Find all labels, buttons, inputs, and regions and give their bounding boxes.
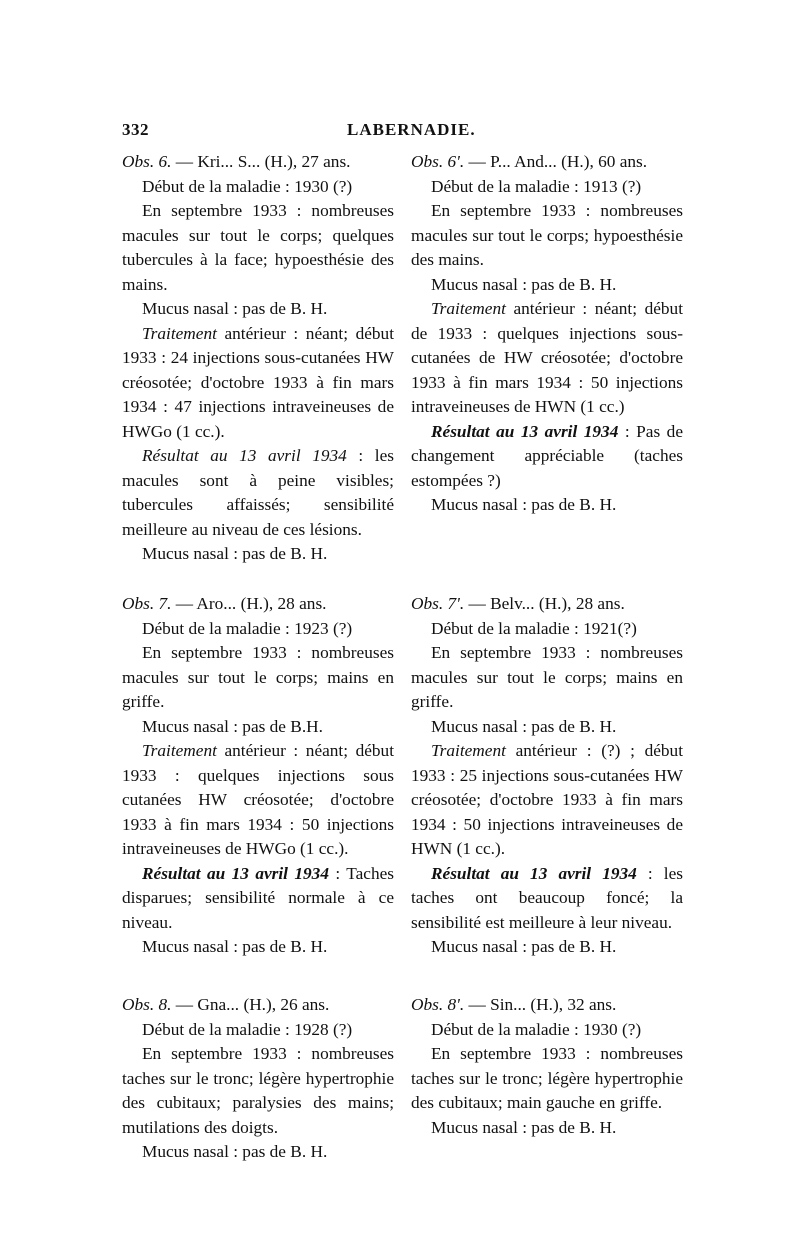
- observation-8-prime: [411, 993, 683, 1140]
- result-text: : les taches ont beaucoup foncé; la sensibilité est meilleure à leur niveau.: [411, 863, 684, 932]
- result-label: Résultat au 13 avril 1934: [142, 863, 329, 883]
- obs-label: Obs. 8'.: [411, 995, 465, 1014]
- obs-heading: — Kri... S... (H.), 27 ans.: [171, 152, 351, 171]
- treatment-label: Traitement: [431, 741, 506, 760]
- treatment-text: antérieur : néant; début 1933 : quelques injections sous cutanées HW créosotée; d'octobre 1933 à fin mars 1934 : 50 injections intraveineuses de HWGo (1 cc.).: [122, 741, 394, 858]
- treatment-text: antérieur : néant; début 1933 : 24 injections sous-cutanées HW créosotée; d'octobre 1933 à fin mars 1934 : 47 injections intraveineuses de HWGo (1 cc.).: [122, 323, 394, 441]
- treatment-label: Traitement: [142, 741, 217, 760]
- result-label: Résultat au 13 avril 1934: [431, 421, 619, 441]
- observation-6: [122, 150, 394, 567]
- obs-findings: En septembre 1933 : nombreuses macules sur tout le corps; mains en griffe.: [411, 643, 683, 711]
- observation-8: [122, 993, 394, 1165]
- obs-mucus: Mucus nasal : pas de B.H.: [142, 716, 323, 736]
- treatment-text: antérieur : (?) ; début 1933 : 25 injections sous-cutanées HW créosotée; d'octobre 1933 à fin mars 1934 : 50 injections intraveineuses de HWN (1 cc.).: [411, 741, 683, 858]
- obs-onset: Début de la maladie : 1930 (?): [431, 1019, 642, 1039]
- obs-mucus-after: Mucus nasal : pas de B. H.: [431, 495, 617, 514]
- obs-label: Obs. 6.: [122, 152, 172, 171]
- treatment-label: Traitement: [431, 299, 506, 318]
- result-text: : Pas de changement appréciable (taches estompées ?): [411, 421, 683, 490]
- obs-onset: Début de la maladie : 1913 (?): [431, 176, 642, 196]
- obs-findings: En septembre 1933 : nombreuses macules sur tout le corps; hypoesthésie des mains.: [411, 201, 683, 269]
- obs-heading: — Aro... (H.), 28 ans.: [171, 594, 327, 613]
- observation-7: [122, 592, 394, 960]
- obs-heading: — Belv... (H.), 28 ans.: [464, 594, 625, 613]
- obs-onset: Début de la maladie : 1928 (?): [142, 1019, 353, 1039]
- obs-mucus: Mucus nasal : pas de B. H.: [142, 1142, 328, 1161]
- obs-findings: En septembre 1933 : nombreuses taches sur le tronc; légère hypertrophie des cubitaux; paralysies des mains; mutilations des doigts.: [122, 1044, 394, 1137]
- obs-heading: — P... And... (H.), 60 ans.: [464, 152, 648, 171]
- observation-6-prime: [411, 150, 683, 518]
- obs-mucus: Mucus nasal : pas de B. H.: [431, 1117, 617, 1137]
- result-label: Résultat au 13 avril 1934: [142, 446, 347, 465]
- obs-mucus: Mucus nasal : pas de B. H.: [142, 299, 328, 318]
- obs-onset: Début de la maladie : 1930 (?): [142, 176, 353, 196]
- page-header: [122, 114, 682, 144]
- obs-mucus: Mucus nasal : pas de B. H.: [431, 274, 617, 294]
- obs-mucus-after: Mucus nasal : pas de B. H.: [142, 937, 328, 956]
- obs-heading: — Gna... (H.), 26 ans.: [171, 995, 330, 1014]
- obs-heading: — Sin... (H.), 32 ans.: [464, 995, 617, 1014]
- treatment-text: antérieur : néant; début de 1933 : quelques injections sous-cutanées de HW créosotée; d'octobre 1933 à fin mars 1934 : 50 injections intraveineuses de HWN (1 cc.): [411, 299, 683, 416]
- obs-findings: En septembre 1933 : nombreuses macules sur tout le corps; mains en griffe.: [122, 643, 394, 711]
- obs-findings: En septembre 1933 : nombreuses macules sur tout le corps; quelques tubercules à la face; hypoesthésie des mains.: [122, 201, 394, 294]
- obs-label: Obs. 6'.: [411, 152, 465, 171]
- obs-onset: Début de la maladie : 1921(?): [431, 618, 637, 638]
- result-text: : Taches disparues; sensibilité normale à ce niveau.: [122, 863, 395, 932]
- obs-mucus-after: Mucus nasal : pas de B. H.: [142, 544, 328, 563]
- obs-label: Obs. 8.: [122, 995, 172, 1014]
- result-label: Résultat au 13 avril 1934: [431, 863, 637, 883]
- result-text: : les macules sont à peine visibles; tubercules affaissés; sensibilité meilleure au niveau de ces lésions.: [122, 446, 394, 539]
- obs-mucus-after: Mucus nasal : pas de B. H.: [431, 937, 617, 956]
- observation-7-prime: [411, 592, 683, 960]
- obs-label: Obs. 7'.: [411, 594, 465, 613]
- running-title: LABERNADIE.: [347, 120, 476, 139]
- obs-onset: Début de la maladie : 1923 (?): [142, 618, 353, 638]
- treatment-label: Traitement: [142, 323, 217, 343]
- obs-label: Obs. 7.: [122, 594, 172, 613]
- page-number: 332: [122, 120, 149, 139]
- obs-findings: En septembre 1933 : nombreuses taches sur le tronc; légère hypertrophie des cubitaux; main gauche en griffe.: [411, 1044, 683, 1112]
- obs-mucus: Mucus nasal : pas de B. H.: [431, 716, 617, 736]
